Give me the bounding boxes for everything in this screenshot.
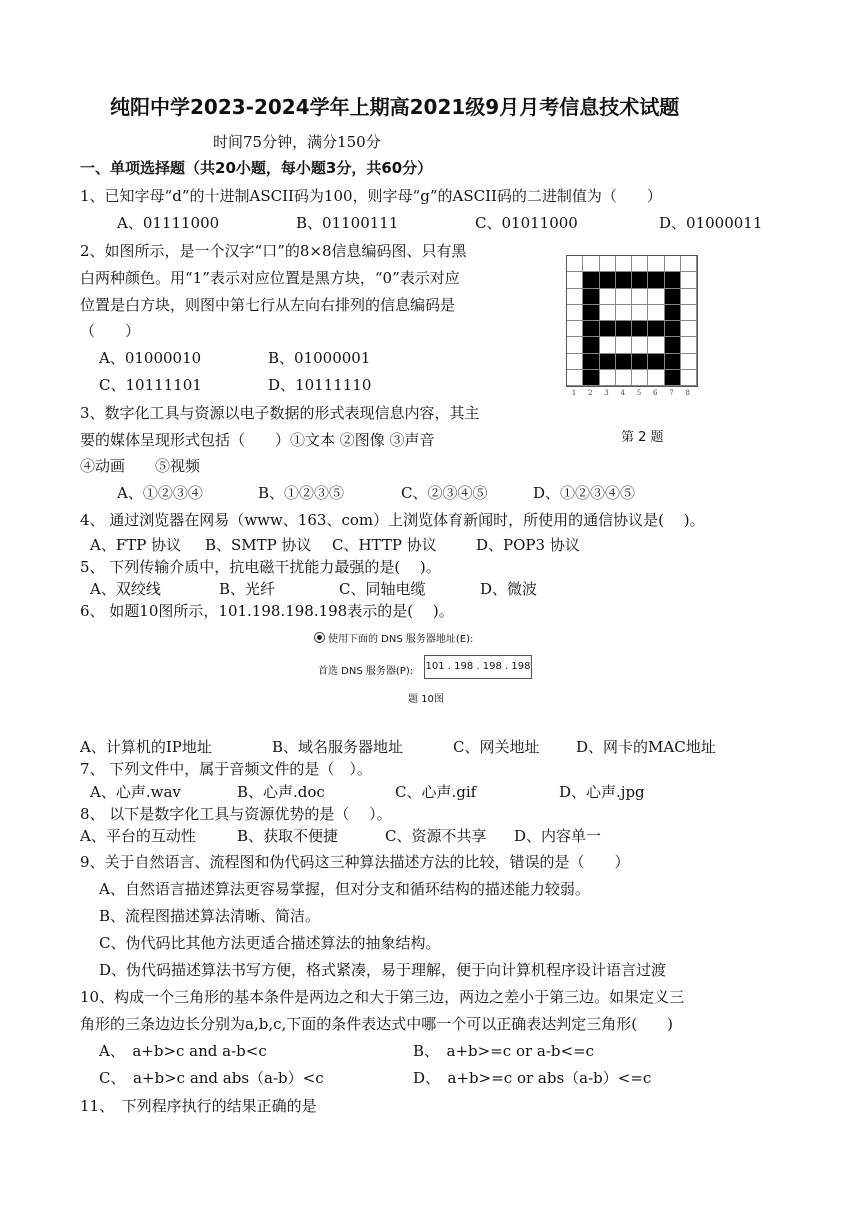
- grid-cell: [665, 256, 681, 272]
- grid-column-number: 1: [571, 389, 577, 397]
- grid-column-numbers: [566, 389, 698, 403]
- grid-cell: [648, 354, 664, 370]
- encoding-grid-figure: [566, 255, 698, 405]
- question-8-stem: 8、 以下是数字化工具与资源优势的是（ ）。: [80, 805, 392, 823]
- question-9-option-d: D、伪代码描述算法书写方便，格式紧凑，易于理解，便于向计算机程序设计语言过渡: [99, 961, 667, 979]
- grid-cell: [600, 354, 616, 370]
- grid-cell: [665, 321, 681, 337]
- question-3-line-3: ④动画 ⑤视频: [80, 457, 201, 475]
- question-3-line-1: 3、数字化工具与资源以电子数据的形式表现信息内容，其主: [80, 404, 480, 422]
- question-10-option-a: A、 a+b>c and a-b<c: [99, 1042, 267, 1060]
- grid-cell: [616, 321, 632, 337]
- grid-cell: [583, 256, 599, 272]
- grid-cell: [681, 305, 697, 321]
- grid-cell: [616, 370, 632, 386]
- grid-cell: [600, 289, 616, 305]
- question-5-option-a: A、双绞线: [90, 580, 161, 598]
- question-8-option-a: A、平台的互动性: [80, 827, 196, 845]
- grid-cell: [665, 305, 681, 321]
- grid-cell: [583, 272, 599, 288]
- question-7-option-a: A、心声.wav: [90, 783, 181, 801]
- grid-cell: [632, 272, 648, 288]
- question-2-line-3: 位置是白方块，则图中第七行从左向右排列的信息编码是: [80, 296, 456, 314]
- dns-field-label: 首选 DNS 服务器(P):: [318, 666, 414, 677]
- grid-cell: [665, 354, 681, 370]
- question-5-option-c: C、同轴电缆: [339, 580, 426, 598]
- question-3-option-b: B、①②③⑤: [258, 484, 345, 502]
- question-7-option-d: D、心声.jpg: [559, 783, 645, 801]
- grid-cell: [632, 370, 648, 386]
- question-9-option-a: A、自然语言描述算法更容易掌握，但对分支和循环结构的描述能力较弱。: [99, 880, 590, 898]
- grid-cell: [648, 272, 664, 288]
- question-5-option-b: B、光纤: [219, 580, 276, 598]
- grid-cell: [632, 354, 648, 370]
- dns-settings-figure: [312, 630, 534, 712]
- grid-cell: [616, 256, 632, 272]
- grid-cell: [681, 272, 697, 288]
- grid-cell: [567, 337, 583, 353]
- question-1-option-c: C、01011000: [475, 214, 578, 232]
- dns-radio-label: 使用下面的 DNS 服务器地址(E):: [328, 634, 474, 645]
- grid-cell: [665, 370, 681, 386]
- question-6-option-a: A、计算机的IP地址: [80, 738, 212, 756]
- grid-cell: [616, 272, 632, 288]
- grid-cell: [583, 370, 599, 386]
- question-8-option-d: D、内容单一: [514, 827, 602, 845]
- grid-cell: [583, 337, 599, 353]
- question-2-option-c: C、10111101: [99, 376, 202, 394]
- grid-cell: [616, 305, 632, 321]
- encoding-grid: [566, 255, 698, 387]
- grid-cell: [583, 305, 599, 321]
- grid-cell: [648, 321, 664, 337]
- grid-cell: [632, 289, 648, 305]
- grid-cell: [567, 370, 583, 386]
- grid-cell: [648, 370, 664, 386]
- question-8-option-c: C、资源不共享: [385, 827, 487, 845]
- grid-cell: [681, 256, 697, 272]
- radio-selected-icon: [314, 632, 325, 643]
- grid-cell: [600, 337, 616, 353]
- question-9-stem: 9、关于自然语言、流程图和伪代码这三种算法描述方法的比较，错误的是（ ）: [80, 853, 630, 871]
- grid-cell: [648, 256, 664, 272]
- question-2-line-1: 2、如图所示，是一个汉字“口”的8×8信息编码图、只有黑: [80, 242, 467, 260]
- grid-cell: [665, 272, 681, 288]
- grid-cell: [681, 337, 697, 353]
- grid-column-number: 4: [620, 389, 625, 397]
- question-2-line-2: 白两种颜色。用“1”表示对应位置是黑方块，“0”表示对应: [80, 269, 460, 287]
- question-5-option-d: D、微波: [480, 580, 538, 598]
- grid-cell: [681, 289, 697, 305]
- figure-10-caption: 题 10图: [408, 694, 444, 705]
- question-3-option-d: D、①②③④⑤: [533, 484, 636, 502]
- grid-column-number: 7: [669, 389, 674, 397]
- grid-cell: [567, 321, 583, 337]
- question-9-option-c: C、伪代码比其他方法更适合描述算法的抽象结构。: [99, 934, 441, 952]
- question-6-option-d: D、网卡的MAC地址: [576, 738, 716, 756]
- question-5-stem: 5、 下列传输介质中，抗电磁干扰能力最强的是( )。: [80, 558, 441, 576]
- grid-cell: [600, 256, 616, 272]
- question-9-option-b: B、流程图描述算法清晰、简洁。: [99, 907, 321, 925]
- question-10-option-d: D、 a+b>=c or abs（a-b）<=c: [413, 1069, 652, 1087]
- dns-address-field: 101 . 198 . 198 . 198: [424, 655, 532, 679]
- question-4-stem: 4、 通过浏览器在网易（www、163、com）上浏览体育新闻时，所使用的通信协议是( )。: [80, 511, 705, 529]
- grid-cell: [616, 354, 632, 370]
- question-2-line-4: （ ）: [80, 322, 141, 340]
- question-10-line-2: 角形的三条边边长分别为a,b,c,下面的条件表达式中哪一个可以正确表达判定三角形( ): [80, 1015, 673, 1033]
- question-1-option-a: A、01111000: [117, 214, 220, 232]
- grid-cell: [600, 370, 616, 386]
- question-10-option-b: B、 a+b>=c or a-b<=c: [413, 1042, 595, 1060]
- grid-cell: [567, 305, 583, 321]
- question-7-option-b: B、心声.doc: [237, 783, 325, 801]
- question-3-option-a: A、①②③④: [117, 484, 203, 502]
- grid-cell: [648, 337, 664, 353]
- question-4-option-b: B、SMTP 协议: [205, 536, 312, 554]
- question-1-option-d: D、01000011: [659, 214, 763, 232]
- question-7-option-c: C、心声.gif: [395, 783, 477, 801]
- exam-info: 时间75分钟，满分150分: [213, 133, 381, 151]
- section-heading: 一、单项选择题（共20小题，每小题3分，共60分）: [80, 159, 433, 177]
- grid-column-number: 8: [685, 389, 690, 397]
- grid-cell: [567, 289, 583, 305]
- grid-cell: [648, 305, 664, 321]
- grid-cell: [583, 321, 599, 337]
- grid-cell: [583, 289, 599, 305]
- question-4-option-c: C、HTTP 协议: [332, 536, 437, 554]
- grid-cell: [648, 289, 664, 305]
- grid-cell: [632, 256, 648, 272]
- grid-column-number: 3: [604, 389, 609, 397]
- question-2-option-a: A、01000010: [99, 349, 202, 367]
- question-3-option-c: C、②③④⑤: [401, 484, 488, 502]
- grid-cell: [583, 354, 599, 370]
- page-title: 纯阳中学2023-2024学年上期高2021级9月月考信息技术试题: [110, 95, 680, 119]
- question-6-stem: 6、 如题10图所示，101.198.198.198表示的是( )。: [80, 602, 454, 620]
- grid-cell: [616, 289, 632, 305]
- question-2-option-d: D、10111110: [268, 376, 372, 394]
- grid-cell: [567, 354, 583, 370]
- grid-column-number: 2: [588, 389, 593, 397]
- question-3-line-2: 要的媒体呈现形式包括（ ）①文本 ②图像 ③声音: [80, 431, 435, 449]
- question-11-stem: 11、 下列程序执行的结果正确的是: [80, 1097, 317, 1115]
- question-1-option-b: B、01100111: [296, 214, 399, 232]
- question-10-line-1: 10、构成一个三角形的基本条件是两边之和大于第三边，两边之差小于第三边。如果定义三: [80, 988, 685, 1006]
- grid-cell: [616, 337, 632, 353]
- figure-2-caption: 第 2 题: [621, 430, 664, 445]
- question-6-option-b: B、域名服务器地址: [272, 738, 404, 756]
- question-7-stem: 7、 下列文件中，属于音频文件的是（ ）。: [80, 760, 372, 778]
- grid-cell: [632, 321, 648, 337]
- question-8-option-b: B、获取不便捷: [237, 827, 339, 845]
- question-2-option-b: B、01000001: [268, 349, 371, 367]
- grid-cell: [600, 305, 616, 321]
- grid-cell: [665, 289, 681, 305]
- grid-cell: [681, 370, 697, 386]
- grid-cell: [567, 256, 583, 272]
- question-1-stem: 1、已知字母“d”的十进制ASCII码为100，则字母“g”的ASCII码的二进制值为（ ）: [80, 187, 662, 205]
- grid-cell: [632, 337, 648, 353]
- grid-column-number: 6: [653, 389, 658, 397]
- grid-cell: [600, 272, 616, 288]
- question-4-option-d: D、POP3 协议: [476, 536, 580, 554]
- grid-cell: [681, 354, 697, 370]
- grid-cell: [681, 321, 697, 337]
- grid-column-number: 5: [636, 389, 642, 397]
- grid-cell: [665, 337, 681, 353]
- question-4-option-a: A、FTP 协议: [90, 536, 182, 554]
- grid-cell: [600, 321, 616, 337]
- grid-cell: [632, 305, 648, 321]
- question-6-option-c: C、网关地址: [453, 738, 540, 756]
- question-10-option-c: C、 a+b>c and abs（a-b）<c: [99, 1069, 324, 1087]
- grid-cell: [567, 272, 583, 288]
